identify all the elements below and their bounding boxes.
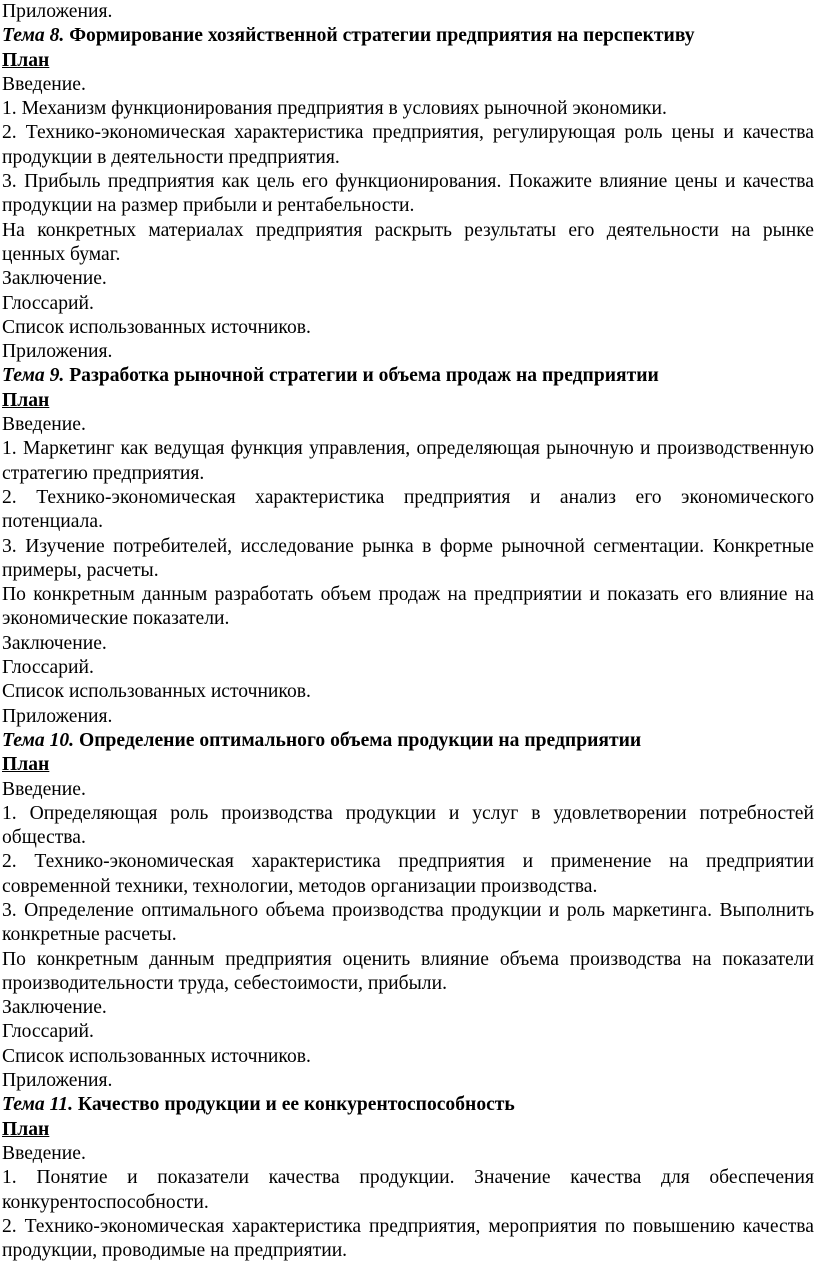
topic-title: Качество продукции и ее конкурентоспособность [77,1094,515,1116]
topic-heading [2,364,814,388]
intro-item: Введение. [2,1142,86,1164]
plan-item-1: 1. Маркетинг как ведущая функция управления, определяющая рыночную и производственную стратегию предприятия. [2,438,814,484]
conclusion-item: Заключение. [2,997,107,1019]
intro-item: Введение. [2,414,86,436]
practical-task: По конкретным данным разработать объем продаж на предприятии и показать его влияние на экономические показатели. [2,584,814,630]
glossary-item: Глоссарий. [2,292,94,314]
topic-heading [2,24,814,48]
practical-task: По конкретным данным предприятия оценить влияние объема производства на показатели производительности труда, себестоимости, прибыли. [2,948,814,994]
plan-item-3: 3. Прибыль предприятия как цель его функционирования. Покажите влияние цены и качества продукции на размер прибыли и рентабельности. [2,171,814,217]
plan-item-3: 3. Определение оптимального объема производства продукции и роль маркетинга. Выполнить конкретные расчеты. [2,899,814,946]
conclusion-item: Заключение. [2,268,107,290]
sources-item: Список использованных источников. [2,1045,311,1067]
plan-item-1: 1. Понятие и показатели качества продукции. Значение качества для обеспечения конкурентоспособности. [2,1167,814,1213]
topic-9 [2,364,814,728]
topic-title: Разработка рыночной стратегии и объема продаж на предприятии [69,365,659,387]
topic-label: Тема 9. [2,365,65,387]
topic-heading [2,729,814,753]
plan-item-2: 2. Технико-экономическая характеристика предприятия и анализ его экономического потенциала. [2,486,814,533]
plan-heading: План [2,49,50,71]
topic-label: Тема 11. [2,1094,73,1116]
topic-10 [2,729,814,1093]
plan-item-2: 2. Технико-экономическая характеристика предприятия, регулирующая роль цены и качества продукции в деятельности предприятия. [2,122,814,168]
sources-item: Список использованных источников. [2,316,311,338]
plan-heading: План [2,389,50,411]
glossary-item: Глоссарий. [2,657,94,679]
intro-item: Введение. [2,73,86,95]
plan-item-1: 1. Механизм функционирования предприятия в условиях рыночной экономики. [2,98,667,120]
plan-item-2: 2. Технико-экономическая характеристика предприятия, мероприятия по повышению качества продукции, проводимые на предприятии. [2,1215,814,1262]
topic-label: Тема 10. [2,729,75,751]
conclusion-item: Заключение. [2,632,107,654]
plan-heading: План [2,754,50,776]
topic-11 [2,1093,814,1263]
appendix-item: Приложения. [2,705,113,727]
topic-heading [2,1093,814,1117]
practical-task: На конкретных материалах предприятия раскрыть результаты его деятельности на рынке ценных бумаг. [2,219,814,265]
plan-item-1: 1. Определяющая роль производства продукции и услуг в удовлетворении потребностей общества. [2,802,814,849]
appendix-item: Приложения. [2,1070,113,1092]
topic-label: Тема 8. [2,25,65,47]
topic-8 [2,24,814,364]
plan-item-3: 3. Изучение потребителей, исследование рынка в форме рыночной сегментации. Конкретные примеры, расчеты. [2,535,814,581]
plan-item-2: 2. Технико-экономическая характеристика предприятия и применение на предприятии современной техники, технологии, методов организации производства. [2,851,814,897]
glossary-item: Глоссарий. [2,1021,94,1043]
appendix-item: Приложения. [2,341,113,363]
topic-title: Определение оптимального объема продукции на предприятии [79,729,642,751]
previous-section-appendix: Приложения. [2,1,113,22]
topic-title: Формирование хозяйственной стратегии предприятия на перспективу [69,25,695,47]
intro-item: Введение. [2,778,86,800]
plan-heading: План [2,1118,50,1140]
sources-item: Список использованных источников. [2,681,311,703]
